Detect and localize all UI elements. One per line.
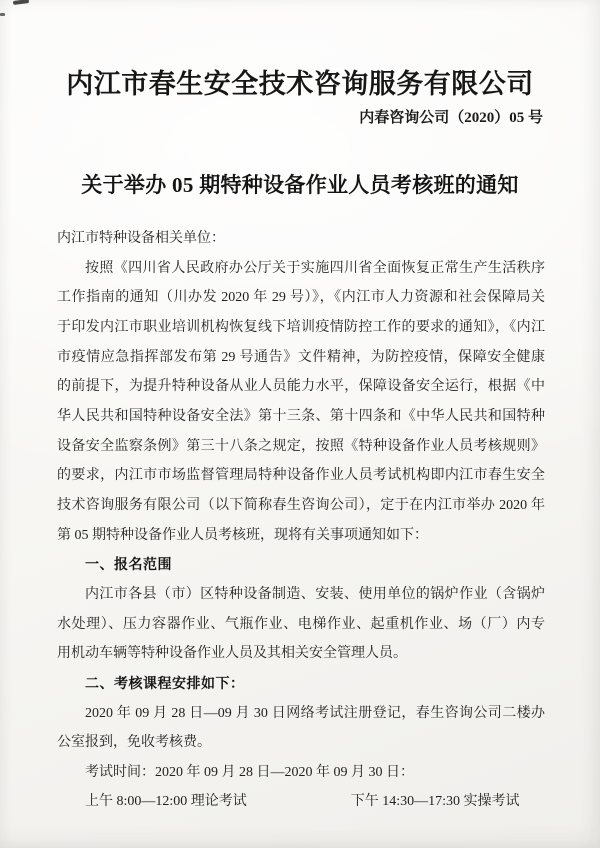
body-line: 技术咨询服务有限公司（以下简称春生咨询公司），定于在内江市举办 2020 年 xyxy=(57,497,545,513)
document-number: 内春咨询公司（2020）05 号 xyxy=(359,110,543,126)
section-heading: 一、报名范围 xyxy=(85,556,172,573)
body-line: 第 05 期特种设备作业人员考核班，现将有关事项通知如下： xyxy=(57,527,428,543)
body-line: 的前提下，为提升特种设备从业人员能力水平，保障设备安全运行，根据《中 xyxy=(57,379,545,395)
body-line: 华人民共和国特种设备安全法》第十三条、第十四条和《中华人民共和国特种 xyxy=(57,408,545,424)
body-line: 按照《四川省人民政府办公厅关于实施四川省全面恢复正常生产生活秩序 xyxy=(85,260,545,276)
scan-artifact-icon xyxy=(13,0,29,5)
body-line: 的要求，内江市市场监督管理局特种设备作业人员考试机构即内江市春生安全 xyxy=(57,468,545,484)
body-line: 工作指南的通知（川办发 2020 年 29 号）》，《内江市人力资源和社会保障局关 xyxy=(57,290,545,306)
body-line xyxy=(57,787,545,817)
body-line: 内江市特种设备相关单位： xyxy=(57,231,225,246)
body-line: 设备安全监察条例》第三十八条之规定，按照《特种设备作业人员考核规则》 xyxy=(57,438,545,454)
body-line: 2020 年 09 月 28 日—09 月 30 日网络考试注册登记，春生咨询公司二楼办 xyxy=(85,705,545,721)
body-line: 内江市各县（市）区特种设备制造、安装、使用单位的锅炉作业（含锅炉 xyxy=(85,586,545,602)
company-title: 内江市春生安全技术咨询服务有限公司 xyxy=(66,69,534,99)
section-heading: 二、考核课程安排如下： xyxy=(85,674,245,691)
document-body xyxy=(57,224,545,817)
body-line: 公室报到，免收考核费。 xyxy=(57,735,211,751)
body-line: 用机动车辆等特种设备作业人员及其相关安全管理人员。 xyxy=(57,646,407,662)
body-line: 水处理）、压力容器作业、气瓶作业、电梯作业、起重机作业、场（厂）内专 xyxy=(57,616,545,632)
body-line: 考试时间：2020 年 09 月 28 日—2020 年 09 月 30 日： xyxy=(85,764,414,780)
notice-title: 关于举办 05 期特种设备作业人员考核班的通知 xyxy=(81,173,519,197)
body-line: 市疫情应急指挥部发布第 29 号通告》文件精神，为防控疫情，保障安全健康 xyxy=(57,349,545,365)
body-line: 于印发内江市职业培训机构恢复线下培训疫情防控工作的要求的通知》，《内江 xyxy=(57,319,545,335)
scan-artifact-icon xyxy=(0,13,5,16)
morning-exam-slot: 上午 8:00—12:00 理论考试 xyxy=(85,794,247,810)
afternoon-exam-slot: 下午 14:30—17:30 实操考试 xyxy=(350,794,520,810)
